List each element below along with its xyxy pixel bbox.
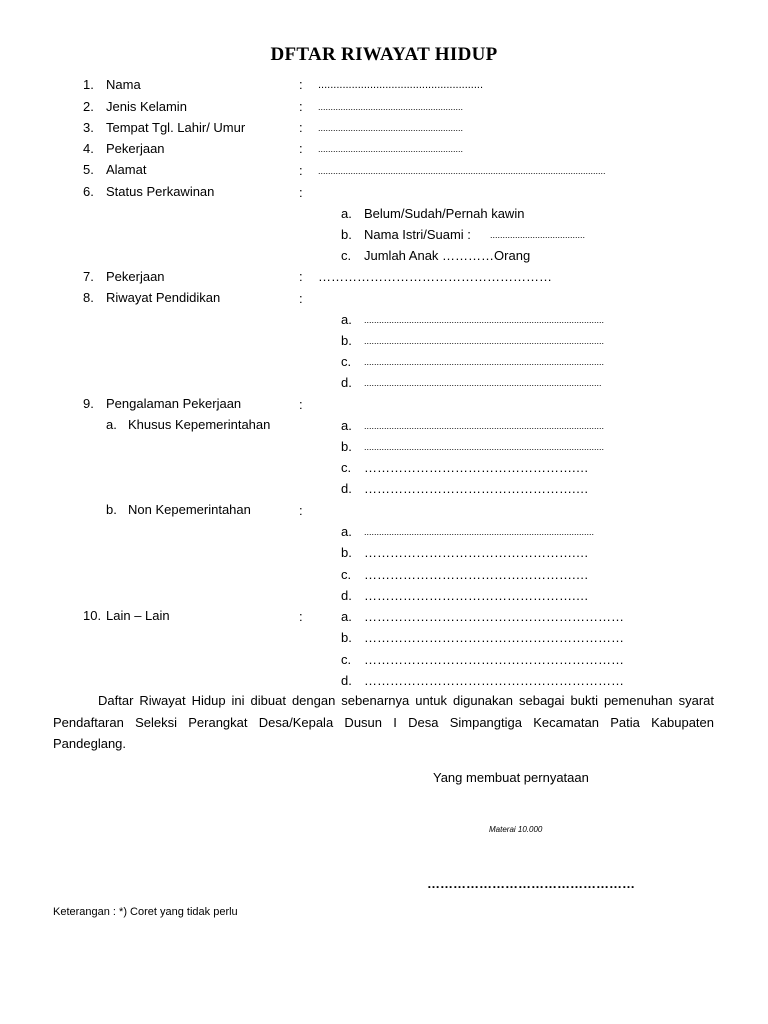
sub-letter: b.: [341, 333, 352, 348]
colon: :: [299, 120, 303, 135]
status-option-marital: Belum/Sudah/Pernah kawin: [364, 206, 525, 221]
colon: :: [299, 291, 303, 306]
fill-line-nama: ......................................................: [318, 79, 484, 91]
colon: :: [299, 397, 303, 412]
colon: :: [299, 609, 303, 624]
fill-line-other: ……………………………………………………: [364, 630, 624, 645]
sub-letter: d.: [341, 673, 352, 688]
item-number: 2.: [83, 99, 94, 114]
label-pengalaman-pekerjaan: Pengalaman Pekerjaan: [106, 396, 242, 411]
sub-letter: b.: [341, 545, 352, 560]
sub-letter: c.: [341, 248, 352, 263]
signature-label: Yang membuat pernyataan: [433, 770, 589, 785]
fill-line-education: ................................................................................................: [364, 315, 605, 325]
fill-line-experience: ................................................................................................: [364, 442, 605, 452]
label-pekerjaan-2: Pekerjaan: [106, 269, 165, 284]
statement-paragraph: Daftar Riwayat Hidup ini dibuat dengan sebenarnya untuk digunakan sebagai bukti pemenuhan syarat Pendaftaran Seleksi Perangkat Desa/Kepala Dusun I Desa Simpangtiga Kecamatan Patia Kabupaten Pandeglang.: [53, 693, 714, 751]
label-tempat-tgl-lahir: Tempat Tgl. Lahir/ Umur: [106, 120, 246, 135]
fill-line-other: ……………………………………………………: [364, 673, 624, 688]
item-number: 7.: [83, 269, 94, 284]
label-riwayat-pendidikan: Riwayat Pendidikan: [106, 290, 221, 305]
fill-line-alamat: ...................................................................................................................: [318, 166, 606, 176]
fill-line-spouse: ......................................: [490, 230, 586, 240]
fill-line-education: ................................................................................................: [364, 357, 605, 367]
label-lain-lain: Lain – Lain: [106, 608, 170, 623]
fill-line-experience: ................................................................................................: [364, 421, 605, 431]
fill-line-education: ................................................................................................: [364, 336, 605, 346]
fill-line-experience: ………………………………………….…: [364, 460, 589, 475]
sub-letter: c.: [341, 567, 352, 582]
sub-letter: b.: [341, 439, 352, 454]
colon: :: [299, 503, 303, 518]
fill-line-education: ...............................................................................................: [364, 378, 602, 388]
label-khusus-kepemerintahan: Khusus Kepemerintahan: [128, 417, 271, 432]
sub-letter: c.: [341, 354, 352, 369]
colon: :: [299, 77, 303, 92]
sub-letter: b.: [106, 502, 117, 517]
sub-letter: d.: [341, 375, 352, 390]
label-status-perkawinan: Status Perkawinan: [106, 184, 215, 199]
colon: :: [299, 141, 303, 156]
item-number: 4.: [83, 141, 94, 156]
status-children-count: Jumlah Anak …………Orang: [364, 248, 531, 263]
sub-letter: c.: [341, 652, 352, 667]
document-title: DFTAR RIWAYAT HIDUP: [270, 44, 498, 65]
status-spouse-name: Nama Istri/Suami :: [364, 227, 471, 242]
sub-letter: d.: [341, 481, 352, 496]
sub-letter: a.: [341, 206, 352, 221]
footer-note: Keterangan : *) Coret yang tidak perlu: [53, 906, 238, 918]
fill-line-pekerjaan: ..........................................................: [318, 144, 464, 154]
fill-line-pekerjaan-2: ………………………………………………: [318, 269, 552, 284]
label-pekerjaan: Pekerjaan: [106, 141, 165, 156]
colon: :: [299, 185, 303, 200]
item-number: 3.: [83, 120, 94, 135]
item-number: 1.: [83, 77, 94, 92]
fill-line-other: ……………………………………………………: [364, 652, 624, 667]
label-non-kepemerintahan: Non Kepemerintahan: [128, 502, 251, 517]
sub-letter: d.: [341, 588, 352, 603]
fill-line-experience: ………………………………………….…: [364, 545, 589, 560]
item-number: 5.: [83, 162, 94, 177]
label-alamat: Alamat: [106, 162, 147, 177]
sub-letter: c.: [341, 460, 352, 475]
label-nama: Nama: [106, 77, 141, 92]
item-number: 6.: [83, 184, 94, 199]
item-number: 9.: [83, 396, 94, 411]
colon: :: [299, 163, 303, 178]
item-number: 8.: [83, 290, 94, 305]
sub-letter: b.: [341, 630, 352, 645]
sub-letter: a.: [341, 524, 352, 539]
fill-line-tempat-tgl-lahir: ..........................................................: [318, 123, 464, 133]
fill-line-experience: ………………………………………….…: [364, 481, 589, 496]
colon: :: [299, 269, 303, 284]
colon: :: [299, 99, 303, 114]
item-number: 10.: [83, 608, 102, 623]
sub-letter: b.: [341, 227, 352, 242]
fill-line-jenis-kelamin: ..........................................................: [318, 102, 464, 112]
sub-letter: a.: [106, 417, 117, 432]
label-jenis-kelamin: Jenis Kelamin: [106, 99, 187, 114]
signature-line: …………………………………………: [427, 876, 635, 891]
materai-stamp-note: Materai 10.000: [489, 825, 543, 834]
sub-letter: a.: [341, 609, 352, 624]
fill-line-other: ……………………………………………………: [364, 609, 624, 624]
fill-line-experience: ………………………………………….…: [364, 567, 589, 582]
sub-letter: a.: [341, 312, 352, 327]
sub-letter: a.: [341, 418, 352, 433]
fill-line-experience: ………………………………………….…: [364, 588, 589, 603]
fill-line-experience: ............................................................................................: [364, 527, 595, 537]
